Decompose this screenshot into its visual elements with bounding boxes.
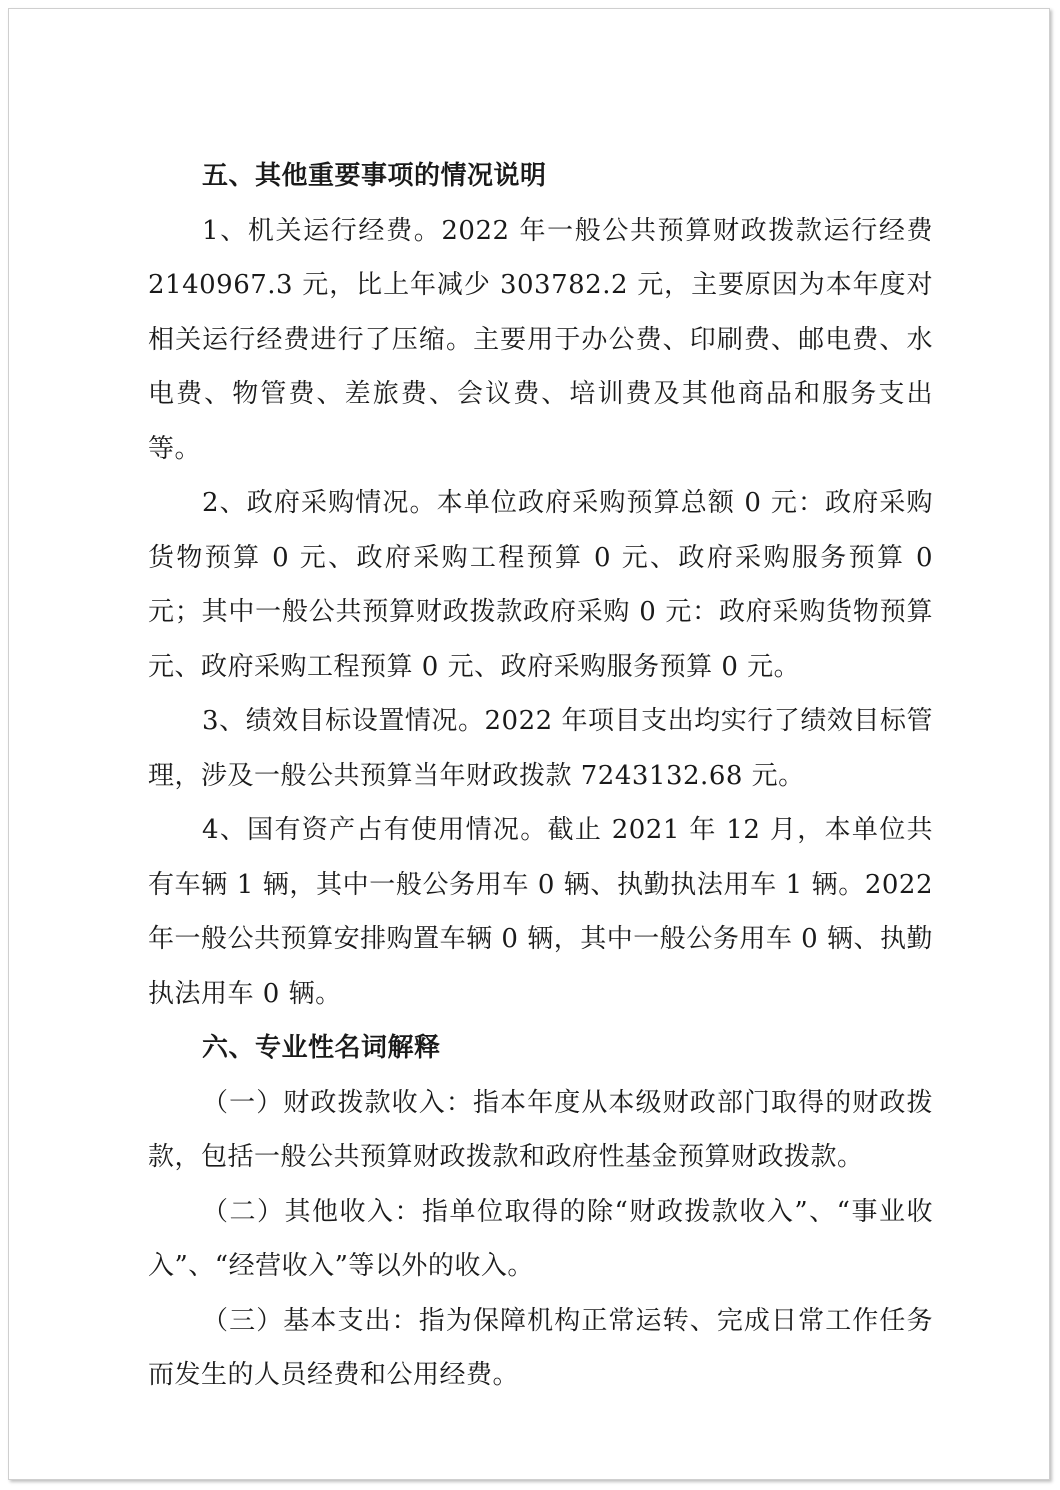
paragraph-performance-targets: 3、绩效目标设置情况。2022 年项目支出均实行了绩效目标管理，涉及一般公共预算当年财政拨款 7243132.68 元。 <box>148 706 933 791</box>
section-heading-other-matters: 五、其他重要事项的情况说明 <box>202 161 547 191</box>
paragraph-operating-expenses: 1、机关运行经费。2022 年一般公共预算财政拨款运行经费 2140967.3 元，比上年减少 303782.2 元，主要原因为本年度对相关运行经费进行了压缩。主要用于办公费、印刷费、邮电费、水电费、物管费、差旅费、会议费、培训费及其他商品和服务支出等。 <box>148 215 933 464</box>
document-page <box>8 8 1050 1480</box>
paragraph-other-income: （二）其他收入：指单位取得的除“财政拨款收入”、“事业收入”、“经营收入”等以外的收入。 <box>148 1196 933 1281</box>
paragraph-basic-expenditure: （三）基本支出：指为保障机构正常运转、完成日常工作任务而发生的人员经费和公用经费。 <box>148 1305 933 1390</box>
section-heading-terminology: 六、专业性名词解释 <box>202 1033 441 1063</box>
paragraph-fiscal-appropriation-income: （一）财政拨款收入：指本年度从本级财政部门取得的财政拨款，包括一般公共预算财政拨款和政府性基金预算财政拨款。 <box>148 1087 933 1172</box>
paragraph-government-procurement: 2、政府采购情况。本单位政府采购预算总额 0 元：政府采购货物预算 0 元、政府采购工程预算 0 元、政府采购服务预算 0 元；其中一般公共预算财政拨款政府采购 0 元：政府采购货物预算元、政府采购工程预算 0 元、政府采购服务预算 0 元。 <box>148 488 933 682</box>
paragraph-state-assets: 4、国有资产占有使用情况。截止 2021 年 12 月，本单位共有车辆 1 辆，其中一般公务用车 0 辆、执勤执法用车 1 辆。2022 年一般公共预算安排购置车辆 0 辆，其中一般公务用车 0 辆、执勤执法用车 0 辆。 <box>148 815 933 1009</box>
document-body <box>148 149 933 1403</box>
